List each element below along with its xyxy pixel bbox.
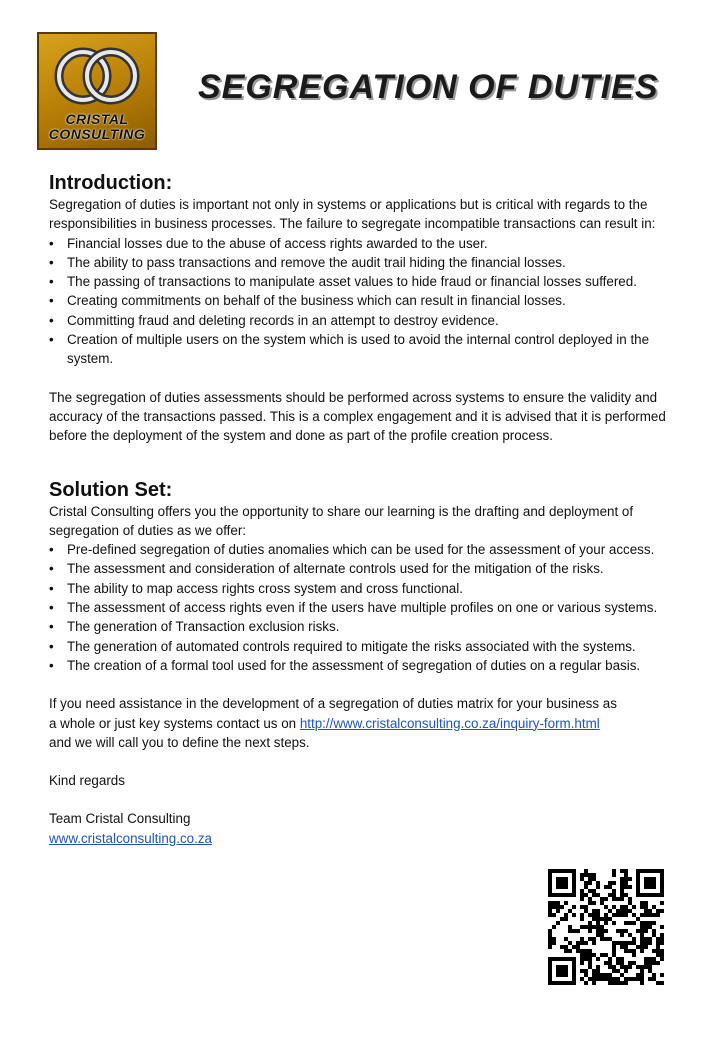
closing-text-after: and we will call you to define the next steps. [49,734,310,750]
list-item: • Creating commitments on behalf of the business which can result in financial losses. [49,291,669,310]
list-item: • The ability to pass transactions and remove the audit trail hiding the financial losses. [49,253,669,272]
logo-text-line2: CONSULTING [48,126,146,142]
intro-heading: Introduction: [49,172,173,194]
qr-code-icon [548,869,664,985]
list-item: • The creation of a formal tool used for the assessment of segregation of duties on a regular basis. [49,656,669,675]
solution-heading: Solution Set: [49,478,173,501]
logo-text-line1: CRISTAL [65,111,129,127]
closing-text-before: If you need assistance in the development of a segregation of duties matrix for your business as a whole or just key systems contact us on [49,696,617,731]
intro-bullet-list [49,234,669,369]
closing-paragraph [49,694,624,752]
list-item: • The generation of automated controls required to mitigate the risks associated with the systems. [49,637,669,656]
intro-paragraph-2: The segregation of duties assessments should be performed across systems to ensure the validity and accuracy of the transactions passed. This is a complex engagement and it is advised that it is performed before the deployment of the system and done as part of the profile creation process. [49,389,666,444]
list-item: • The ability to map access rights cross system and cross functional. [49,579,669,598]
inquiry-form-link[interactable]: http://www.cristalconsulting.co.za/inquiry-form.html [299,715,600,731]
list-item: • Creation of multiple users on the system which is used to avoid the internal control deployed in the system. [49,330,669,369]
document-body [49,171,669,848]
kind-regards: Kind regards [49,773,125,789]
list-item: • Financial losses due to the abuse of access rights awarded to the user. [49,234,669,253]
website-link[interactable]: www.cristalconsulting.co.za [49,830,212,846]
team-signature: Team Cristal Consulting [49,811,191,827]
list-item: • Committing fraud and deleting records in an attempt to destroy evidence. [49,311,669,330]
cc-monogram-icon [51,40,143,112]
list-item: • The assessment of access rights even if the users have multiple profiles on one or various systems. [49,598,669,617]
list-item: • The passing of transactions to manipulate asset values to hide fraud or financial losses suffered. [49,272,669,291]
list-item: • The generation of Transaction exclusion risks. [49,617,669,636]
intro-paragraph: Segregation of duties is important not only in systems or applications but is critical with regards to the responsibilities in business processes. The failure to segregate incompatible transactions can result in: [49,197,656,232]
cristal-consulting-logo [37,32,157,150]
list-item: • Pre-defined segregation of duties anomalies which can be used for the assessment of your access. [49,540,669,559]
list-item: • The assessment and consideration of alternate controls used for the mitigation of the risks. [49,559,669,578]
solution-paragraph: Cristal Consulting offers you the opportunity to share our learning is the drafting and deployment of segregation of duties as we offer: [49,503,634,538]
solution-bullet-list [49,540,669,675]
page-title: SEGREGATION OF DUTIES [198,68,659,106]
